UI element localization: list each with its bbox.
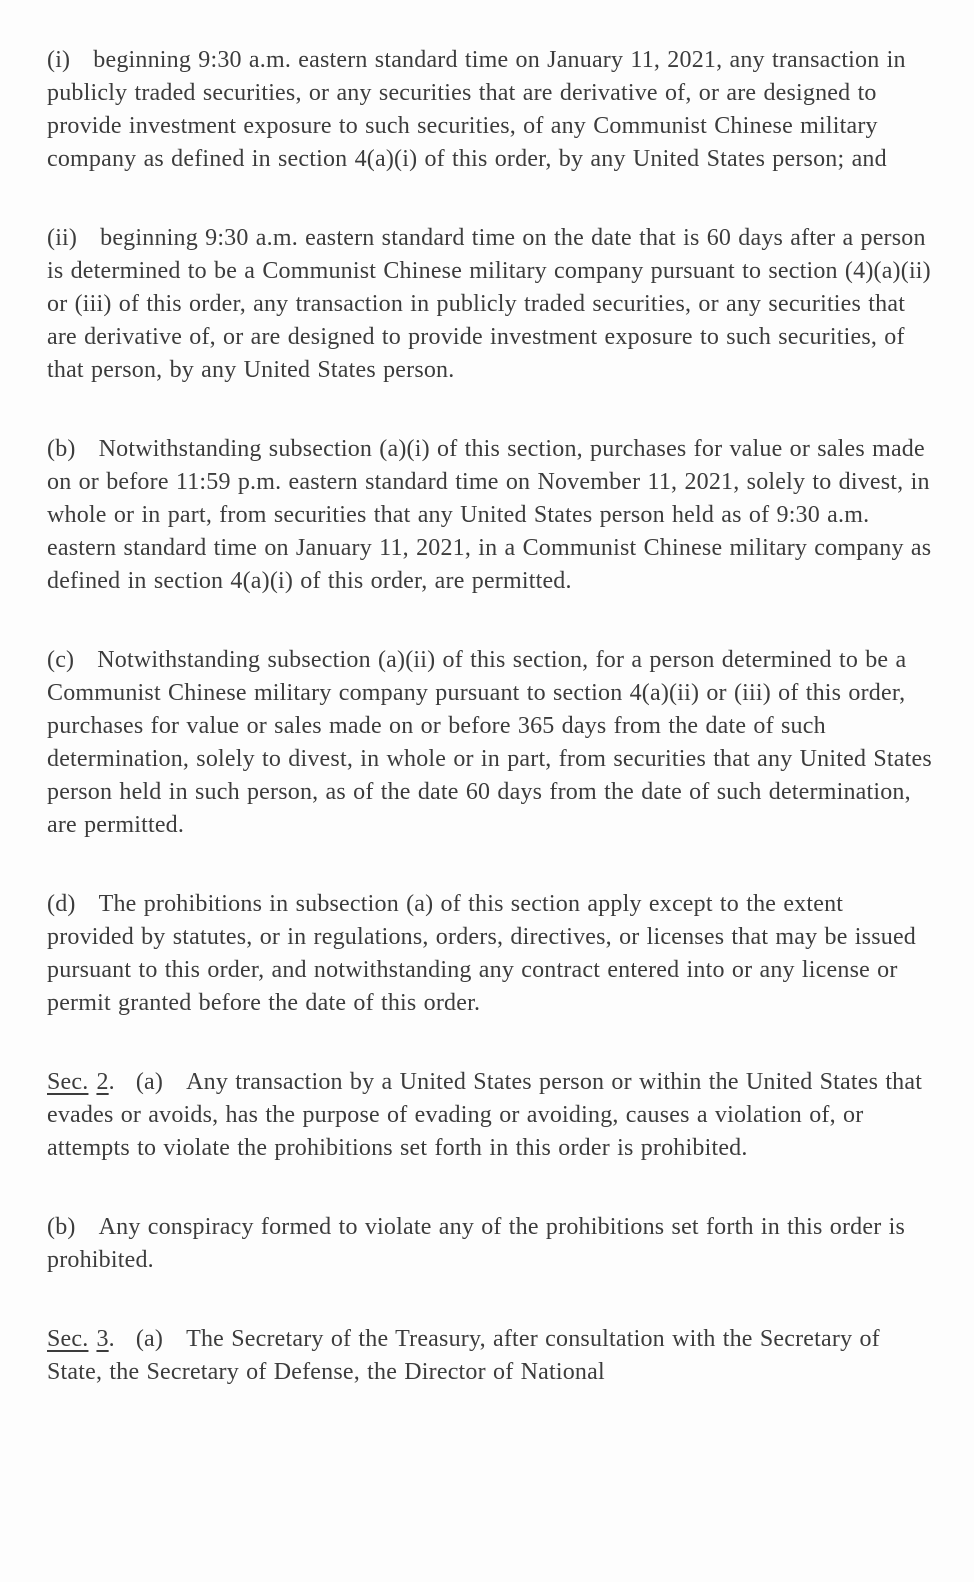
section-period: . [108, 1326, 115, 1352]
paragraph-a-i [47, 44, 934, 176]
paragraph-label: (a) [135, 1326, 164, 1352]
paragraph-1d [47, 888, 934, 1020]
paragraph-text: Any conspiracy formed to violate any of the prohibitions set forth in this order is prohibited. [47, 1214, 906, 1273]
section-number: 3 [96, 1326, 109, 1352]
paragraph-label: (c) [47, 647, 75, 673]
paragraph-label: (b) [47, 1214, 76, 1240]
paragraph-text: The prohibitions in subsection (a) of this section apply except to the extent provided by statutes, or in regulations, orders, directives, or licenses that may be issued pursuant to this order, and notwithstanding any contract entered into or any license or permit granted before the date of this order. [47, 891, 916, 1016]
paragraph-label: (d) [47, 891, 76, 917]
paragraph-text: Any transaction by a United States person or within the United States that evades or avoids, has the purpose of evading or avoiding, causes a violation of, or attempts to violate the prohibitions set forth in this order is prohibited. [47, 1069, 923, 1161]
paragraph-label: (a) [135, 1069, 164, 1095]
section-abbreviation: Sec. [47, 1326, 89, 1352]
section-abbreviation: Sec. [47, 1069, 89, 1095]
paragraph-a-ii [47, 222, 934, 387]
paragraph-1c [47, 644, 934, 842]
paragraph-label: (ii) [47, 225, 78, 251]
section-2-paragraph-a [47, 1066, 934, 1165]
paragraph-label: (i) [47, 47, 71, 73]
paragraph-text: beginning 9:30 a.m. eastern standard time on January 11, 2021, any transaction in publicly traded securities, or any securities that are derivative of, or are designed to provide investment exposure to such securities, of any Communist Chinese military company as defined in section 4(a)(i) of this order, by any United States person; and [47, 47, 906, 172]
section-period: . [108, 1069, 115, 1095]
paragraph-text: The Secretary of the Treasury, after consultation with the Secretary of State, the Secretary of Defense, the Director of National [47, 1326, 880, 1385]
paragraph-text: beginning 9:30 a.m. eastern standard time on the date that is 60 days after a person is determined to be a Communist Chinese military company pursuant to section (4)(a)(ii) or (iii) of this order, any transaction in publicly traded securities, or any securities that are derivative of, or are designed to provide investment exposure to such securities, of that person, by any United States person. [47, 225, 931, 383]
paragraph-label: (b) [47, 436, 76, 462]
paragraph-text: Notwithstanding subsection (a)(i) of this section, purchases for value or sales made on or before 11:59 p.m. eastern standard time on November 11, 2021, solely to divest, in whole or in part, from securities that any United States person held as of 9:30 a.m. eastern standard time on January 11, 2021, in a Communist Chinese military company as defined in section 4(a)(i) of this order, are permitted. [47, 436, 932, 594]
section-3-paragraph-a [47, 1323, 934, 1389]
paragraph-2b [47, 1211, 934, 1277]
paragraph-text: Notwithstanding subsection (a)(ii) of this section, for a person determined to be a Communist Chinese military company pursuant to section 4(a)(ii) or (iii) of this order, purchases for value or sales made on or before 365 days from the date of such determination, solely to divest, in whole or in part, from securities that any United States person held in such person, as of the date 60 days from the date of such determination, are permitted. [47, 647, 932, 838]
paragraph-1b [47, 433, 934, 598]
section-number: 2 [96, 1069, 109, 1095]
